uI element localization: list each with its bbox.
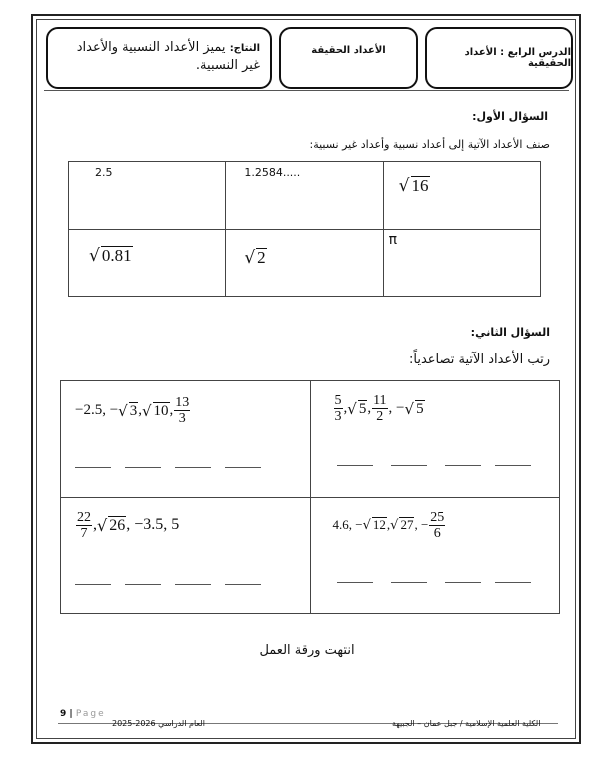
expr-text: , − (414, 517, 429, 532)
lesson-title-box (425, 27, 573, 89)
radicand: 2 (257, 247, 266, 267)
expr-text: , (343, 400, 348, 416)
q1-instruction: صنف الأعداد الآتية إلى أعداد نسبية وأعداد غير نسبية: (309, 138, 550, 151)
fraction (372, 393, 387, 424)
answer-blank[interactable] (225, 467, 261, 468)
numerator: 25 (430, 509, 445, 525)
q2-instruction: رتب الأعداد الآتية تصاعدياً: (409, 352, 550, 367)
footer-year: العام الدراسي 2026-2025 (112, 719, 205, 728)
answer-blank[interactable] (175, 584, 211, 585)
radicand: 5 (416, 400, 424, 417)
expr-text: , (169, 402, 174, 418)
q1-sqrt-16: √ 16 (398, 176, 429, 196)
fraction (334, 393, 343, 424)
answer-blank[interactable] (495, 582, 531, 583)
answer-blank[interactable] (495, 465, 531, 466)
answer-blank[interactable] (125, 584, 161, 585)
fraction (76, 510, 92, 541)
numerator: 5 (334, 393, 342, 408)
q2-expression-b: $\frac{5}{3}$ , √ 5 , $\frac{11}{2}$ , − √ 5 (334, 393, 424, 424)
page-separator: | (66, 709, 76, 719)
answer-blank[interactable] (445, 465, 481, 466)
footer-school: الكلية العلمية الإسلامية / جبل عمان – الجبيهة (392, 719, 541, 728)
outcome-text: يميز الأعداد النسبية والأعداد غير النسبية. (76, 40, 260, 73)
numerator: 11 (373, 393, 387, 408)
q1-cell (69, 162, 226, 230)
q1-value-2-5: 2.5 (95, 166, 113, 179)
q2-cell-a (61, 381, 311, 498)
denominator: 6 (433, 525, 441, 541)
expr-text: −2.5, − (75, 402, 119, 418)
answer-blank[interactable] (225, 584, 261, 585)
denominator: 3 (334, 409, 342, 424)
answer-blank[interactable] (75, 584, 111, 585)
expr-text: , −3.5, 5 (126, 516, 180, 533)
radicand: 3 (129, 402, 138, 419)
q2-expression-c: $\frac{22}{7}$ , √ 26 , −3.5, 5 (77, 509, 180, 541)
topic-title: الأعداد الحقيقة (311, 45, 386, 56)
fraction (429, 510, 445, 541)
radicand: 26 (109, 516, 126, 534)
worksheet-end-text: انتهت ورقة العمل (259, 643, 355, 658)
radicand: 16 (411, 176, 429, 195)
q1-cell (226, 229, 383, 297)
q1-sqrt-0-81: √ 0.81 (89, 245, 132, 266)
q1-cell (226, 162, 383, 230)
page-word: Page (75, 709, 106, 719)
numerator: 13 (175, 395, 190, 410)
fraction (174, 395, 190, 426)
q1-cell (69, 229, 226, 297)
header-divider (44, 90, 569, 91)
answer-blank[interactable] (75, 467, 111, 468)
outcome-content (56, 39, 260, 74)
q2-title: السؤال الثاني: (470, 326, 550, 339)
outcome-label: النتاج: (229, 43, 260, 54)
q1-cell (383, 229, 540, 297)
page-border-inner (36, 19, 576, 739)
q1-value-repeating: 1.2584..... (244, 166, 301, 179)
radicand: 27 (400, 517, 414, 533)
page-number (60, 709, 106, 719)
expr-text: , (93, 516, 97, 533)
radicand: 10 (153, 402, 169, 419)
q1-table (68, 161, 541, 297)
denominator: 2 (376, 409, 384, 424)
answer-blank[interactable] (391, 465, 427, 466)
q2-cell-b (310, 381, 560, 498)
q1-title: السؤال الأول: (472, 110, 548, 123)
numerator: 22 (77, 509, 91, 525)
q2-cell-c (61, 497, 311, 614)
topic-box (279, 27, 418, 89)
expr-text: , − (388, 400, 405, 416)
q1-cell (383, 162, 540, 230)
expr-text: , (386, 517, 391, 532)
q2-table (60, 380, 560, 614)
denominator: 7 (80, 525, 88, 541)
answer-blank[interactable] (445, 582, 481, 583)
lesson-title: الدرس الرابع : الأعداد الحقيقية (464, 47, 571, 69)
expr-text: , (138, 402, 142, 418)
q2-cell-d (310, 497, 560, 614)
denominator: 3 (178, 411, 186, 426)
q1-value-pi: π (388, 231, 398, 248)
q1-sqrt-2: √ 2 (244, 247, 266, 268)
answer-blank[interactable] (391, 582, 427, 583)
answer-blank[interactable] (175, 467, 211, 468)
expr-text: , (367, 400, 372, 416)
page-number-value: 9 (60, 709, 67, 719)
radicand: 5 (358, 400, 367, 417)
radicand: 0.81 (101, 245, 132, 265)
q2-expression-d: 4.6, − √ 12 , √ 27 , − $\frac{25}{6}$ (332, 509, 445, 541)
outcome-box (46, 27, 272, 89)
answer-blank[interactable] (337, 465, 373, 466)
answer-blank[interactable] (125, 467, 161, 468)
expr-text: 4.6, − (332, 517, 363, 532)
answer-blank[interactable] (337, 582, 373, 583)
q2-expression-a: −2.5, − √ 3 , √ 10 , $\frac{13}{3}$ (75, 395, 190, 426)
radicand: 12 (372, 517, 386, 533)
